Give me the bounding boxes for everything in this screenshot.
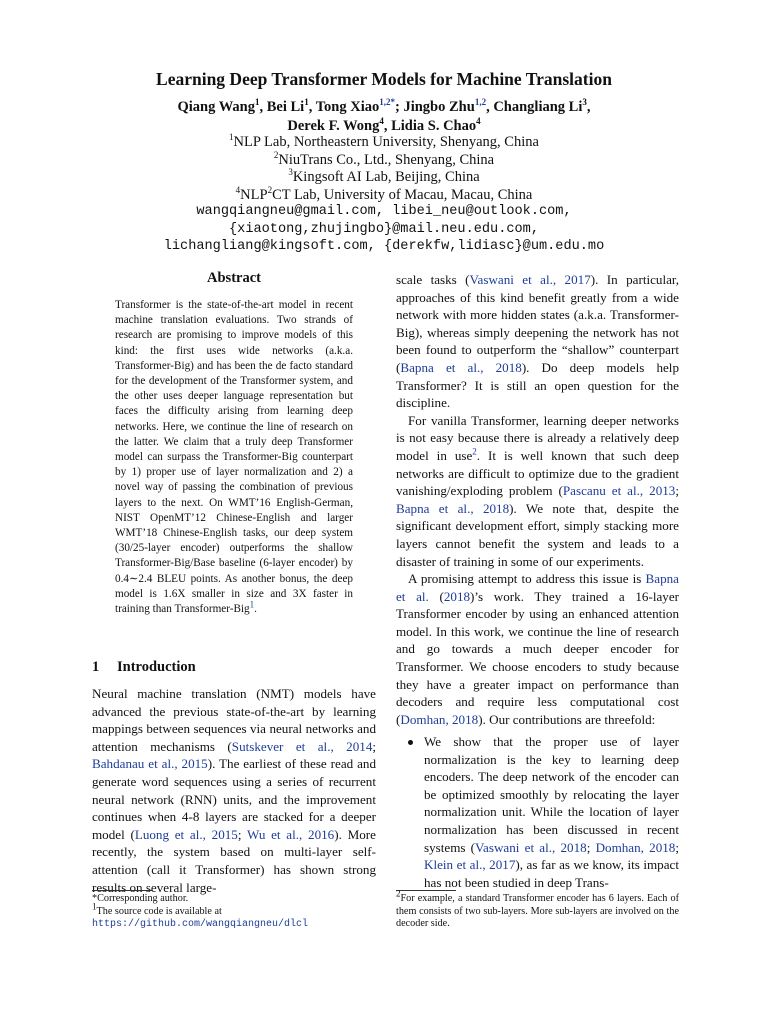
footnote-corresponding: *Corresponding author.	[92, 893, 189, 904]
author-line-1: Qiang Wang$^1$, Bei Li$^1$, Tong Xiao$^{1,2*}$; Jingbo Zhu$^{1,2}$, Changliang Li$^3$,	[177, 97, 591, 115]
bullet-icon	[408, 740, 413, 745]
affiliation-4: $^4$NLP$^2$CT Lab, University of Macau, Macau, China	[235, 184, 533, 203]
paper-title: Learning Deep Transformer Models for Machine Translation	[156, 69, 612, 89]
footnote-rule	[396, 890, 456, 891]
citation-link[interactable]: Bapna et al.	[396, 571, 679, 604]
contribution-list	[396, 733, 679, 891]
citation-link[interactable]: Pascanu et al., 2013	[562, 483, 676, 499]
author-emails	[0, 203, 768, 256]
affiliation-1: $^1$NLP Lab, Northeastern University, Shenyang, China	[229, 132, 539, 150]
affiliation-3: $^3$Kingsoft AI Lab, Beijing, China	[288, 167, 480, 185]
email-line-3: lichangliang@kingsoft.com, {derekfw,lidiasc}@um.edu.mo	[163, 239, 605, 254]
citation-link[interactable]: 2018	[443, 588, 471, 604]
citation-link[interactable]: Bahdanau et al., 2015	[92, 756, 208, 772]
citation-link[interactable]: Wu et al., 2016	[247, 826, 335, 842]
abstract-heading: Abstract	[207, 270, 261, 286]
right-column	[396, 271, 679, 728]
citation-link[interactable]: Bapna et al., 2018	[400, 359, 522, 375]
abstract-body: Transformer is the state-of-the-art model in recent machine translation evaluations. Two strands of research are promising to improve models of this kind: the first uses wide networks (a.k.a. Transformer-Big) and has been the de facto standard for the development of the Transformer system, and the other uses deeper language representation but faces the difficulty arising from learning deep networks. Here, we continue the line of research on the latter. We claim that a truly deep Transformer model can surpass the Transformer-Big counterpart by 1) proper use of layer normalization and 2) a novel way of passing the combination of previous layers to the next. On WMT’16 English-German, NIST OpenMT’12 Chinese-English and larger WMT’18 Chinese-English tasks, our deep system (30/25-layer encoder) outperforms the shallow Transformer-Big/Base baseline (6-layer encoder) by 0.4∼2.4 BLEU points. As another bonus, the deep model is 1.6X smaller in size and 3X faster in training than Transformer-Big$^1$.	[115, 299, 353, 616]
paragraph: scale tasks (Vaswani et al., 2017). In particular, approaches of this kind benefit greatly from a wide network with more hidden states (a.k.a. Transformer-Big), whereas simply deepening the network has not been found to outperform the “shallow” counterpart (Bapna et al., 2018). Do deep models help Transformer? It is still an open question for the discipline.	[396, 272, 680, 411]
paragraph: A promising attempt to address this issue is Bapna et al. (2018)’s work. They trained a 16-layer Transformer encoder by using an enhanced attention model. In this work, we continue the line of research and go towards a much deeper encoder for Transformer. We choose encoders to study because they have a greater impact on performance than decoders and require less computational cost (Domhan, 2018). Our contributions are threefold:	[396, 571, 679, 727]
email-line-2: {xiaotong,zhujingbo}@mail.neu.edu.com,	[229, 221, 539, 237]
corresponding-author-mark[interactable]: *	[390, 97, 395, 108]
paragraph: For vanilla Transformer, learning deeper networks is not easy because there is already a relatively deep model in use$^2$. It is well known that such deep networks are difficult to optimize due to the gradient vanishing/exploding problem (Pascanu et al., 2013; Bapna et al., 2018). We note that, despite the significant development effort, simply stacking more layers cannot benefit the system and leads to a disaster of training in some of our experiments.	[396, 412, 679, 569]
source-code-link[interactable]: https://github.com/wangqiangneu/dlcl	[92, 919, 309, 930]
citation-link[interactable]: Domhan, 2018	[400, 711, 479, 727]
citation-link[interactable]: Vaswani et al., 2017	[469, 272, 591, 287]
footnote-1-mark[interactable]: 1	[249, 599, 255, 610]
citation-link[interactable]: Sutskever et al., 2014	[231, 738, 373, 754]
citation-link[interactable]: Bapna et al., 2018	[396, 500, 510, 516]
author-line-2: Derek F. Wong$^4$, Lidia S. Chao$^4$	[287, 116, 481, 134]
author-list	[0, 98, 768, 136]
citation-link[interactable]: Domhan, 2018	[595, 839, 676, 855]
introduction-paragraph: Neural machine translation (NMT) models have advanced the previous state-of-the-art by learning mappings between sequences via neural networks and attention mechanisms (Sutskever et al., 2014; Bahdanau et al., 2015). The earliest of these read and generate word sequences using a series of recurrent neural network (RNN) units, and the improvement continues when 4-8 layers are stacked for a deeper model (Luong et al., 2015; Wu et al., 2016). More recently, the system based on multi-layer self-attention (call it Transformer) has shown strong results on several large-	[92, 686, 377, 895]
footnotes-left	[92, 893, 376, 932]
list-item: We show that the proper use of layer normalization is the key to learning deep encoders. The deep network of the encoder can be optimized smoothly by relocating the layer normalization unit. While the location of layer normalization has been discussed in recent systems (Vaswani et al., 2018; Domhan, 2018; Klein et al., 2017), as far as we know, its impact has not been studied in deep Trans-	[396, 733, 679, 891]
citation-link[interactable]: Klein et al., 2017	[424, 857, 516, 873]
footnote-2-mark[interactable]: 2	[472, 446, 477, 457]
citation-link[interactable]: Luong et al., 2015	[134, 826, 238, 842]
footnote-rule	[92, 890, 152, 891]
footnote-1: $^1$The source code is available at https://github.com/wangqiangneu/dlcl	[92, 901, 309, 930]
email-line-1: wangqiangneu@gmail.com, libei_neu@outlook.com,	[196, 204, 572, 219]
section-heading-introduction: 1 Introduction	[92, 659, 196, 675]
citation-link[interactable]: Vaswani et al., 2018	[475, 839, 587, 855]
affiliation-2: $^2$NiuTrans Co., Ltd., Shenyang, China	[273, 149, 495, 168]
footnote-2: $^2$For example, a standard Transformer encoder has 6 layers. Each of them consists of two sub-layers. More sub-layers are involved on the decoder side.	[396, 888, 679, 929]
affiliations	[0, 134, 768, 204]
